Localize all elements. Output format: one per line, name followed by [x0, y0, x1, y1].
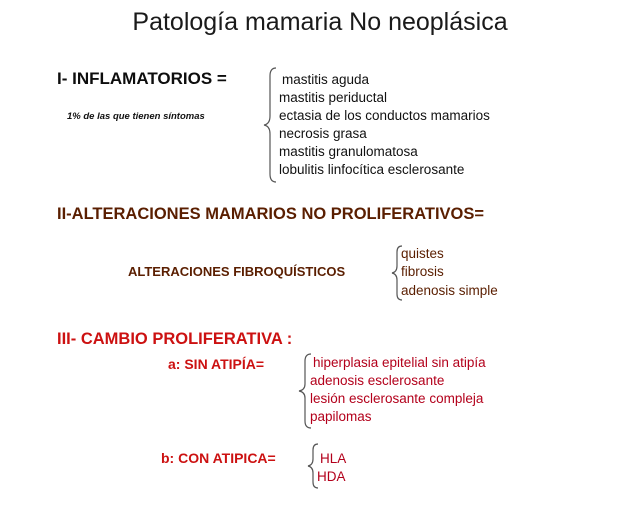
list-item: mastitis periductal	[279, 90, 388, 105]
inflamatorios-list	[279, 71, 490, 179]
section-no-proliferativos-heading: II-ALTERACIONES MAMARIOS NO PROLIFERATIVOS=	[57, 205, 485, 223]
list-item: quistes	[401, 246, 444, 261]
list-item: mastitis aguda	[282, 72, 370, 87]
con-atipica-label: b: CON ATIPICA=	[161, 450, 276, 466]
sin-atipia-label: a: SIN ATIPÍA=	[168, 356, 265, 372]
list-item: papilomas	[310, 409, 372, 424]
section-inflamatorios-heading: I- INFLAMATORIOS =	[57, 69, 227, 88]
list-item: hiperplasia epitelial sin atipía	[313, 355, 486, 370]
list-item: adenosis simple	[401, 283, 498, 298]
fibroquisticos-list	[401, 245, 498, 301]
list-item: lobulitis linfocítica esclerosante	[279, 162, 465, 177]
sin-atipia-list	[310, 354, 486, 426]
page-title: Patología mamaria No neoplásica	[132, 8, 508, 36]
con-atipica-list	[317, 450, 346, 486]
list-item: mastitis granulomatosa	[279, 144, 418, 159]
symptoms-note: 1% de las que tienen síntomas	[67, 111, 205, 122]
list-item: lesión esclerosante compleja	[310, 391, 484, 406]
brace-section1	[262, 66, 278, 184]
list-item: HDA	[317, 469, 346, 484]
list-item: ectasia de los conductos mamarios	[279, 108, 490, 123]
list-item: adenosis esclerosante	[310, 373, 445, 388]
list-item: necrosis grasa	[279, 126, 367, 141]
fibroquisticos-label: ALTERACIONES FIBROQUÍSTICOS	[128, 264, 346, 279]
section-proliferativa-heading: III- CAMBIO PROLIFERATIVA :	[57, 330, 293, 348]
list-item: HLA	[320, 451, 347, 466]
list-item: fibrosis	[401, 264, 444, 279]
